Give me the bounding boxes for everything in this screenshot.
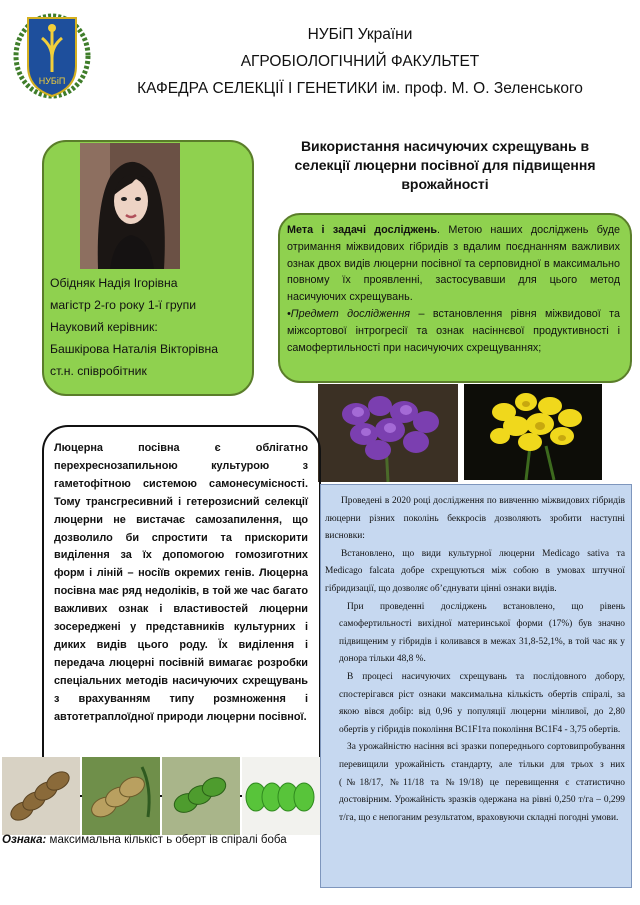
bright-green-spiral-pod-photo (242, 757, 320, 835)
intro-text: Люцерна посівна є облігатно перехреснозапильною культурою з гаметофітною системою самонесумісності. Тому трансгресивний і гетерозисний селекції люцерни не вистачає самозапилення, що дозволило би спростити та прискорити виділення за їх допомогою гомозиготних форм і ліній – носіїв окремих генів. Люцерна посівна має ряд недоліків, в той же час багато важливих ознак і властивостей люцерни зосереджені у представників культурних і диких видів цього роду. Їх виділення і передача люцерні посівній вимагає розробки спеціальних методів насичуючих схрещувань з врахуванням типу розмноження і автотетраплоїдної природи люцерни посівної. (54, 442, 308, 723)
university-logo (12, 8, 92, 102)
goals-heading: Мета і задачі досліджень (287, 224, 438, 236)
subject-body: – встановлення рівня міжвидової та міжсортової інтрогресії та ознак насіннєвої продуктивності і самофертильності при насичуючих схрещуваннях; (287, 307, 620, 354)
supervisor-name: Башкірова Наталія Вікторівна (50, 342, 218, 356)
author-info (50, 272, 250, 382)
logo-text: НУБіП (38, 76, 66, 86)
results-paragraph: При проведенні досліджень встановлено, що рівень самофертильності вихідної материнської форми (17%) був значно підвищеним у гібридів і коливався в межах 31,8-52,1%, в той час як у донора тільки 48,8 %. (339, 601, 625, 665)
green-brown-spiral-pod-photo (82, 757, 160, 835)
header-line-faculty: АГРОБІОЛОГІЧНИЙ ФАКУЛЬТЕТ (240, 53, 480, 70)
author-name: Обідняк Надія Ігорівна (50, 276, 178, 290)
results-paragraph: Встановлено, що види культурної люцерни Medicago sativa та Medicago falcata добре схрещуються між собою в умовах штучної гібридизації, що дозволяє об’єднувати цінні ознаки видів. (325, 548, 625, 594)
poster-title: Використання насичуючих схрещувань в селекції люцерни посівної для підвищення врожайності (294, 138, 596, 192)
supervisor-title: ст.н. співробітник (50, 364, 147, 378)
goals-text (287, 222, 620, 356)
header-line-department: КАФЕДРА СЕЛЕКЦІЇ І ГЕНЕТИКИ ім. проф. М. О. Зеленського (137, 80, 583, 97)
caption-label: Ознака: (2, 834, 47, 846)
pod-caption (2, 834, 322, 846)
supervisor-label: Науковий керівник: (50, 320, 158, 334)
yellow-alfalfa-flower-photo (464, 384, 602, 480)
results-paragraph: В процесі насичуючих схрещувань та послідовного добору, спостерігався ріст ознаки максимальна кількість обертів спіралі, за якою вівся добір: від 0,96 у популяції люцерни мінливої, до 2,80 обертів у гібридів покоління BC1F1та покоління BC1F4 - 3,75 обертів. (339, 671, 625, 735)
author-position: магістр 2-го року 1-ї групи (50, 298, 197, 312)
goals-body: . Метою наших досліджень буде отримання міжвидових гібридів з вдалим поєднанням важливих ознак двох видів люцерни посівної та серповидної в максимально повному їх проявленні, застосувавши для цього метод насичуючих схрещувань. (287, 224, 620, 304)
results-paragraph: За урожайністю насіння всі зразки попереднього сортовипробування перевищили урожайність стандарту, але тільки для трьох з них (№18/17, №11/18 та №19/18) це перевищення є статистично достовірним. Урожайність зразків одержана на рівні 0,250 т/га – 0,299 т/га, що є непоганим результатом, враховуючи складні погодні умови. (339, 742, 625, 823)
author-portrait (80, 143, 180, 269)
results-text (325, 493, 625, 827)
caption-text: максимальна кількіст ь оберт ів спіралі боба (46, 834, 287, 846)
results-paragraph: Проведені в 2020 році дослідження по вивченню міжвидових гібридів люцерни різних поколінь беккросів дозволяють зробити наступні висновки: (325, 496, 625, 542)
brown-spiral-pod-photo (2, 757, 80, 835)
subject-label: •Предмет дослідження (287, 307, 411, 320)
header-line-university: НУБіП України (307, 26, 413, 43)
green-spiral-pod-photo (162, 757, 240, 835)
purple-alfalfa-flower-photo (318, 384, 458, 482)
